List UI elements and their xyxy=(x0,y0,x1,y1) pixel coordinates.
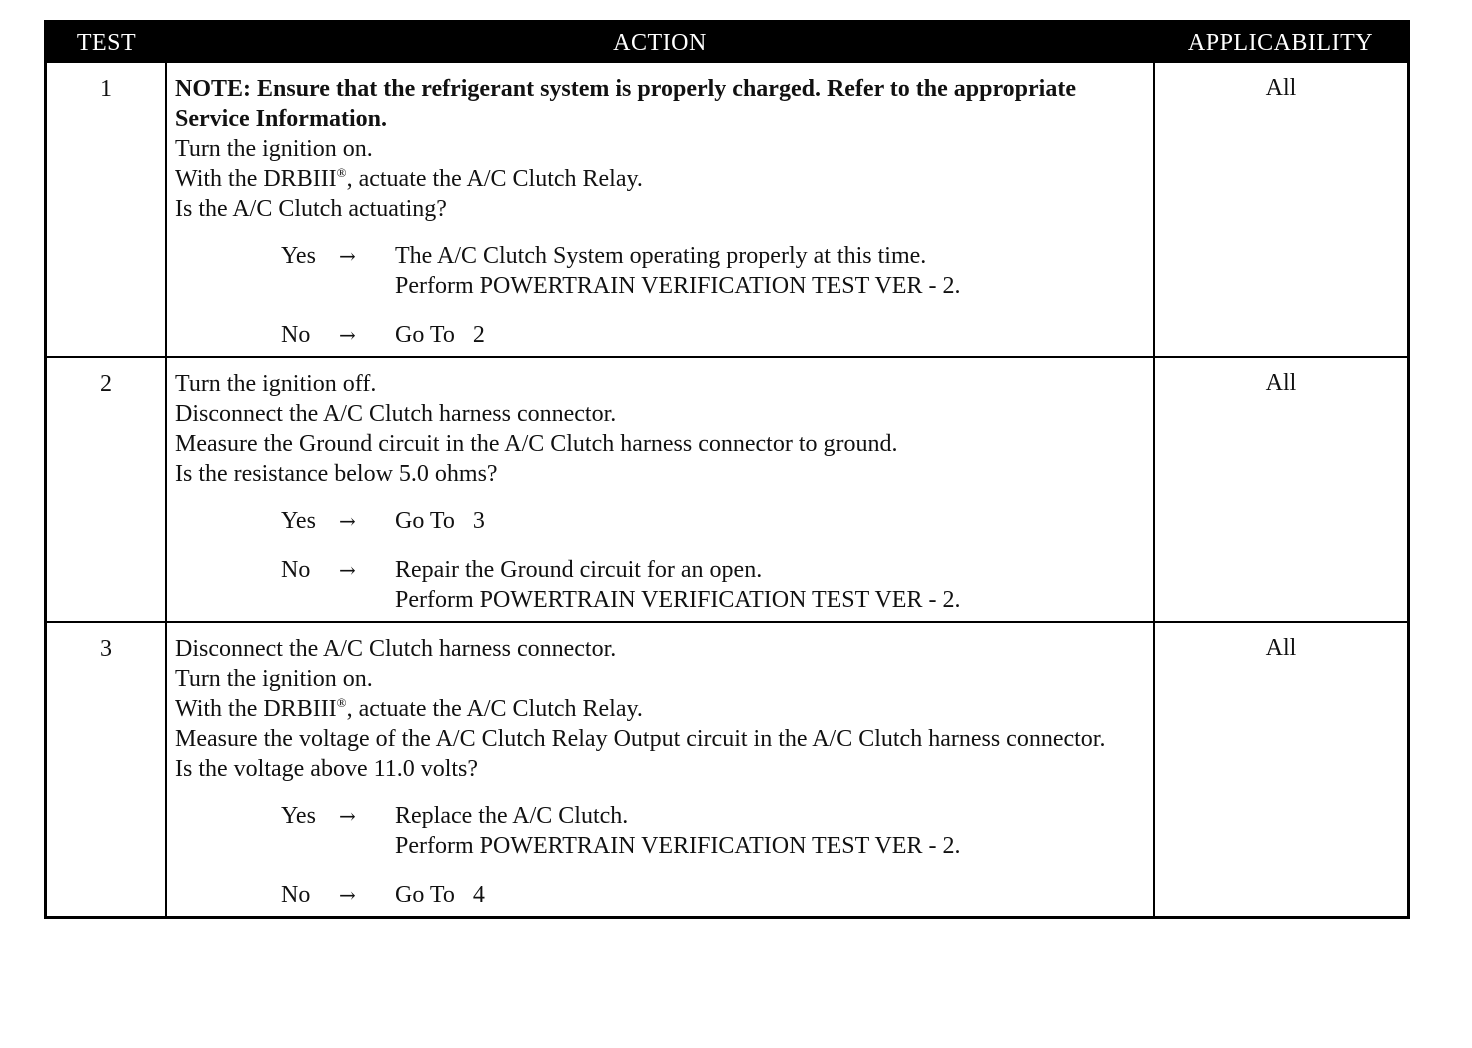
applicability-value: All xyxy=(1154,357,1407,622)
test-number: 3 xyxy=(47,622,166,916)
test-number: 1 xyxy=(47,63,166,357)
outcome-no xyxy=(281,320,1145,350)
outcome-yes xyxy=(281,241,1145,301)
outcome-text xyxy=(395,506,1145,536)
goto-number: 4 xyxy=(472,882,485,908)
outcomes xyxy=(175,506,1145,615)
outcome-yes xyxy=(281,801,1145,861)
header-applicability: APPLICABILITY xyxy=(1154,23,1407,63)
outcome-text xyxy=(395,801,1145,861)
outcome-text xyxy=(395,241,1145,301)
arrow-right-icon: → xyxy=(339,244,356,268)
action-cell xyxy=(166,622,1154,916)
action-question: Is the resistance below 5.0 ohms? xyxy=(175,461,498,487)
outcome-text xyxy=(395,880,1145,910)
arrow-right-icon: → xyxy=(339,804,356,828)
outcome-line: Perform POWERTRAIN VERIFICATION TEST VER - 2. xyxy=(395,273,961,299)
outcomes xyxy=(175,241,1145,350)
action-step: Turn the ignition on. xyxy=(175,136,373,162)
outcome-label: No xyxy=(281,882,311,908)
action-step: Disconnect the A/C Clutch harness connector. xyxy=(175,401,617,427)
action-cell xyxy=(166,357,1154,622)
applicability-value: All xyxy=(1154,63,1407,357)
action-step: Turn the ignition on. xyxy=(175,666,373,692)
action-step: With the DRBIII®, actuate the A/C Clutch Relay. xyxy=(175,695,643,722)
outcome-no xyxy=(281,555,1145,615)
action-step: Measure the voltage of the A/C Clutch Relay Output circuit in the A/C Clutch harness connector. xyxy=(175,726,1106,752)
outcome-line: Repair the Ground circuit for an open. xyxy=(395,557,763,583)
header-row xyxy=(47,23,1407,63)
action-question: Is the A/C Clutch actuating? xyxy=(175,196,447,222)
outcome-label: Yes xyxy=(281,803,316,829)
goto-label: Go To xyxy=(395,322,455,348)
action-step: With the DRBIII®, actuate the A/C Clutch Relay. xyxy=(175,165,643,192)
goto-label: Go To xyxy=(395,882,455,908)
action-question: Is the voltage above 11.0 volts? xyxy=(175,756,479,782)
applicability-value: All xyxy=(1154,622,1407,916)
goto-number: 2 xyxy=(472,322,485,348)
outcome-line: Replace the A/C Clutch. xyxy=(395,803,629,829)
outcome-line: The A/C Clutch System operating properly at this time. xyxy=(395,243,927,269)
outcome-text xyxy=(395,555,1145,615)
action-step: Disconnect the A/C Clutch harness connector. xyxy=(175,636,617,662)
header-action: ACTION xyxy=(166,23,1154,63)
table-row-test-3 xyxy=(47,622,1407,916)
arrow-right-icon: → xyxy=(339,323,356,347)
arrow-right-icon: → xyxy=(339,509,356,533)
test-table xyxy=(47,23,1407,916)
outcome-yes xyxy=(281,506,1145,536)
note-text: NOTE: Ensure that the refrigerant system is properly charged. Refer to the appropriate Service Information. xyxy=(175,76,1076,132)
outcome-text xyxy=(395,320,1145,350)
goto-label: Go To xyxy=(395,508,455,534)
table-row-test-1 xyxy=(47,63,1407,357)
action-step: Turn the ignition off. xyxy=(175,371,377,397)
outcomes xyxy=(175,801,1145,910)
arrow-right-icon: → xyxy=(339,883,356,907)
outcome-label: No xyxy=(281,557,311,583)
outcome-label: No xyxy=(281,322,311,348)
arrow-right-icon: → xyxy=(339,558,356,582)
test-number: 2 xyxy=(47,357,166,622)
outcome-line: Perform POWERTRAIN VERIFICATION TEST VER - 2. xyxy=(395,833,961,859)
outcome-no xyxy=(281,880,1145,910)
goto-number: 3 xyxy=(472,508,485,534)
action-cell xyxy=(166,63,1154,357)
registered-mark: ® xyxy=(336,165,347,180)
diagnostic-test-table xyxy=(44,20,1410,919)
table-row-test-2 xyxy=(47,357,1407,622)
outcome-label: Yes xyxy=(281,243,316,269)
registered-mark: ® xyxy=(336,695,347,710)
outcome-label: Yes xyxy=(281,508,316,534)
outcome-line: Perform POWERTRAIN VERIFICATION TEST VER - 2. xyxy=(395,587,961,613)
header-test: TEST xyxy=(47,23,166,63)
action-step: Measure the Ground circuit in the A/C Clutch harness connector to ground. xyxy=(175,431,898,457)
